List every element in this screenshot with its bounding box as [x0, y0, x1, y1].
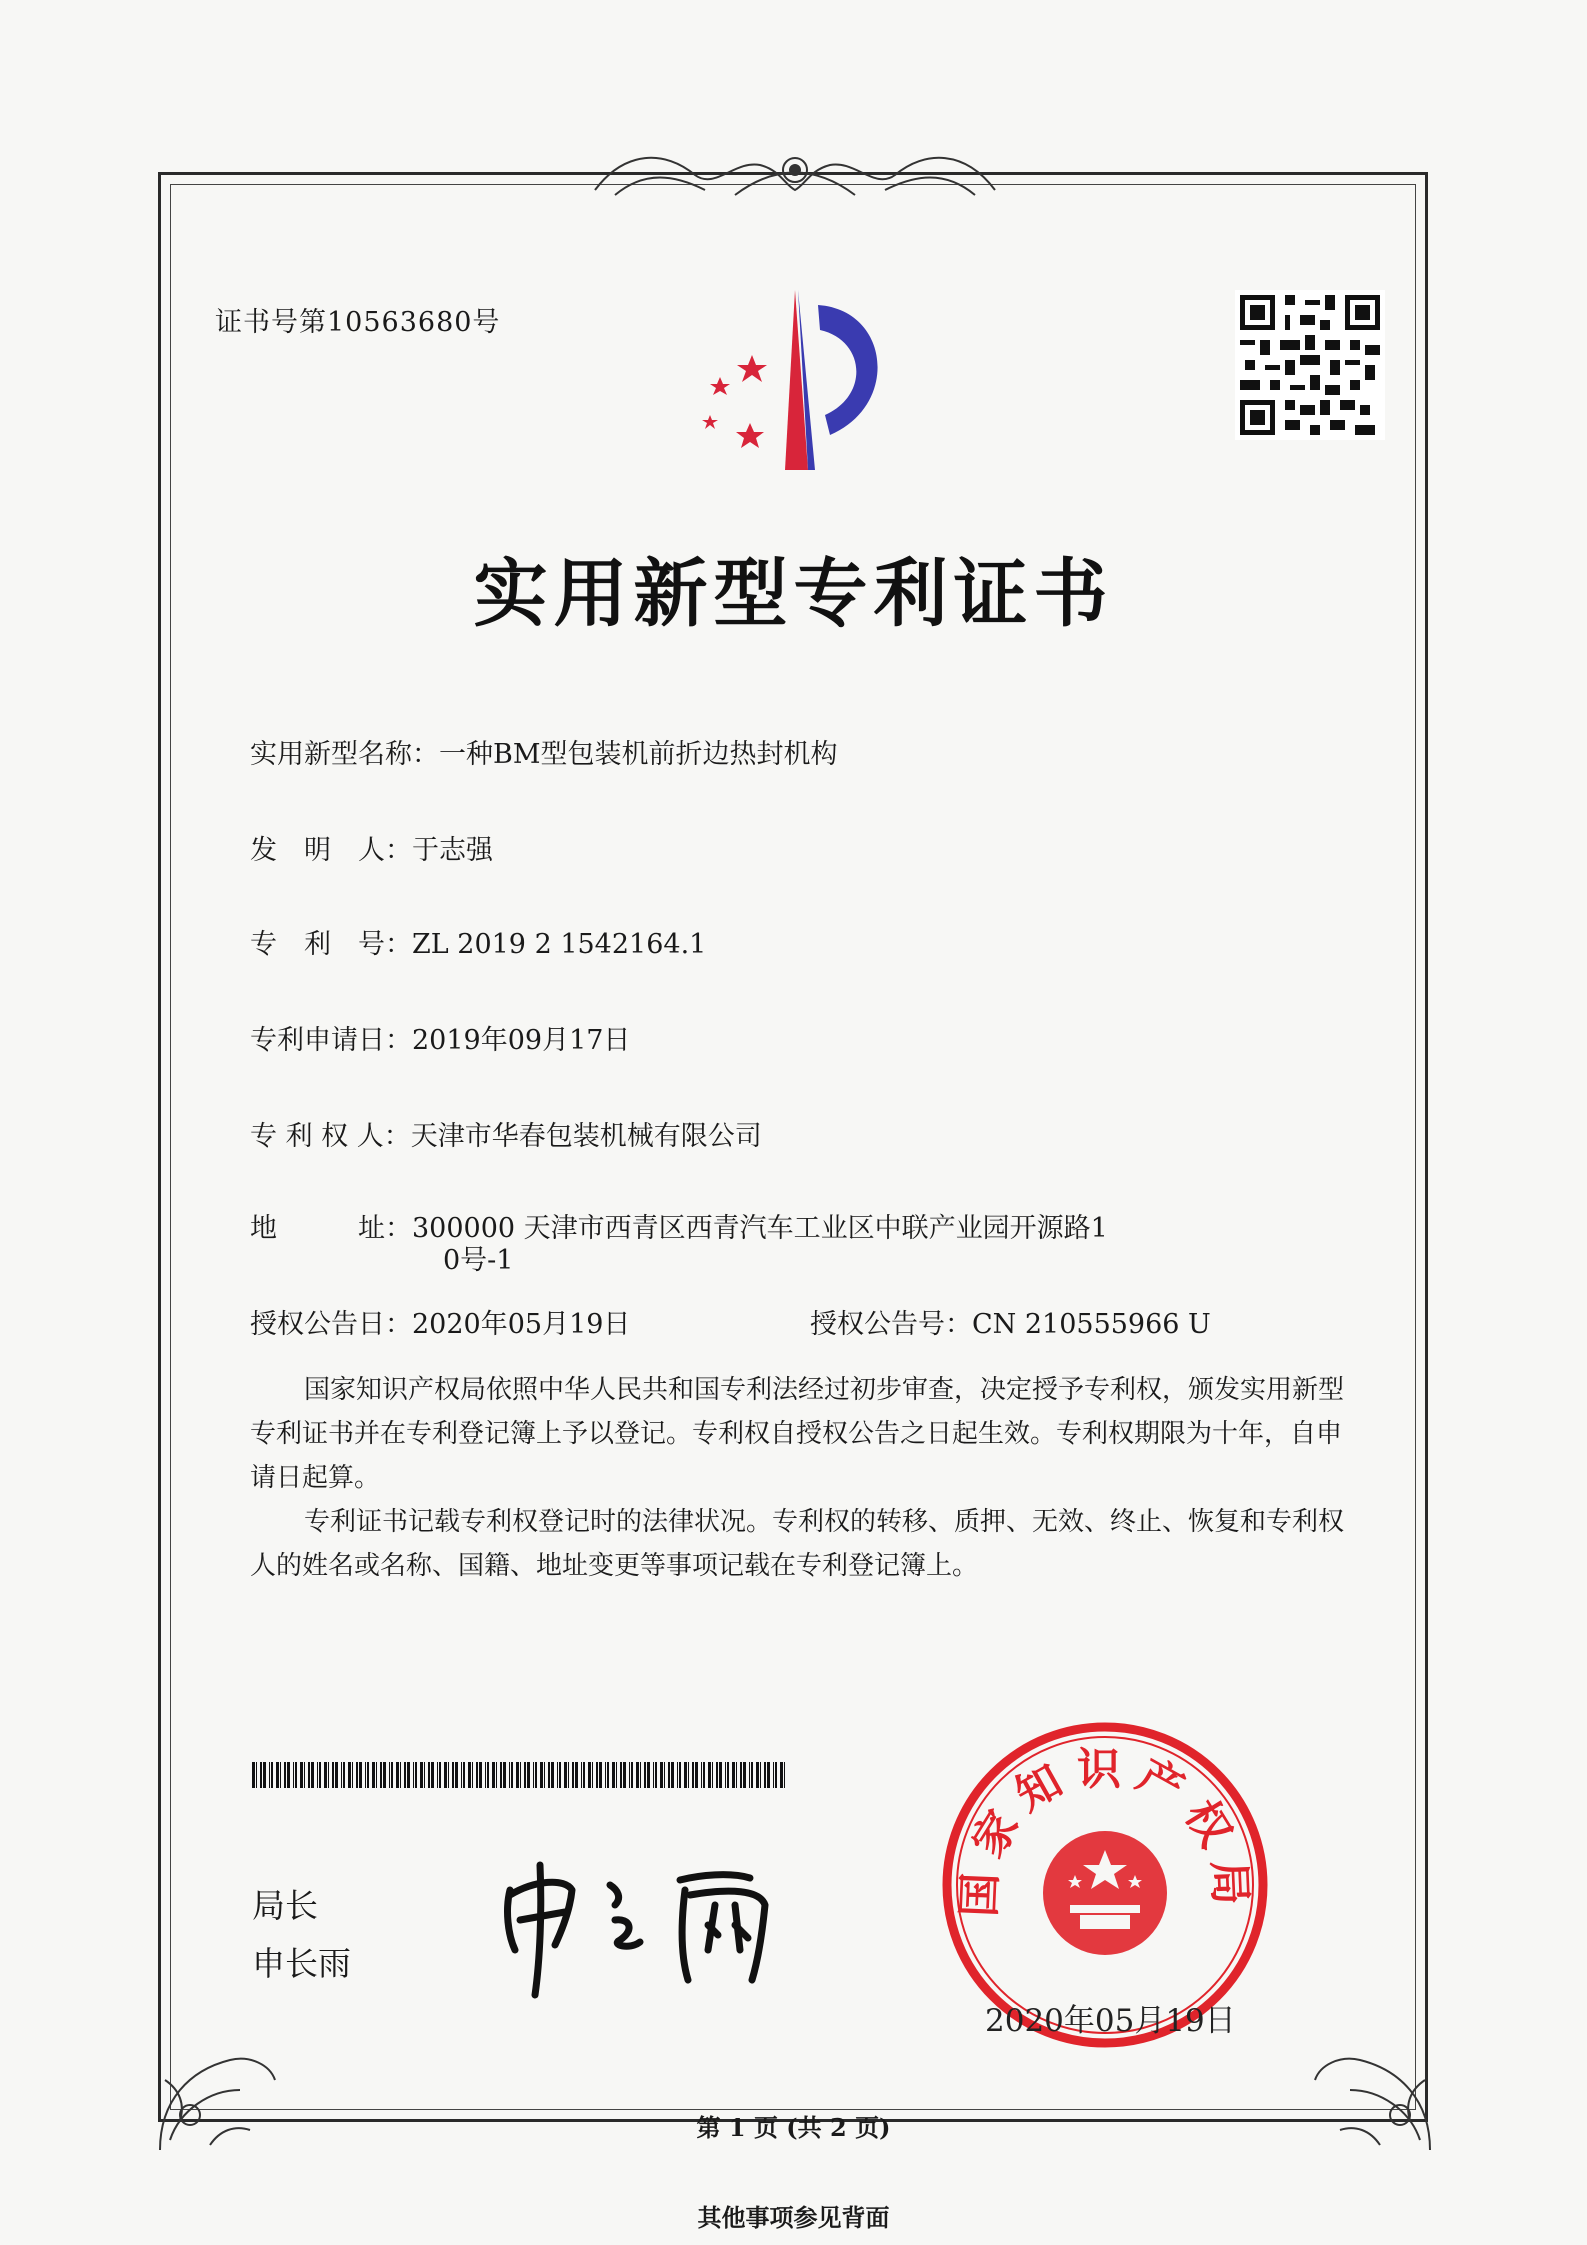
field-model-name: [250, 732, 838, 771]
legal-text: [250, 1368, 1350, 1588]
seal-date: 2020年05月19日: [985, 2003, 1236, 2039]
application-date-value: 2019年09月17日: [412, 1025, 631, 1056]
field-address: [250, 1206, 1108, 1245]
address-value-line2: 0号-1: [443, 1245, 514, 1276]
field-patent-number: [250, 922, 706, 961]
field-patentee: [250, 1114, 762, 1153]
cnipa-logo-icon: [690, 285, 930, 475]
patent-number-value: ZL 2019 2 1542164.1: [412, 929, 707, 960]
field-application-date: [250, 1018, 630, 1057]
top-ornament-icon: [585, 140, 1005, 210]
field-grant-date: [250, 1302, 630, 1341]
signatory-title: 局长: [252, 1886, 318, 1925]
model-name-label: 实用新型名称：: [250, 739, 439, 770]
address-value-line1: 300000 天津市西青区西青汽车工业区中联产业园开源路1: [412, 1213, 1108, 1244]
inventor-label: 发 明 人：: [250, 835, 412, 866]
field-grant-number: [810, 1302, 1211, 1341]
patent-number-label: 专 利 号：: [250, 929, 412, 960]
grant-number-value: CN 210555966 U: [972, 1309, 1211, 1340]
patentee-label: 专 利 权 人：: [250, 1121, 411, 1152]
grant-date-label: 授权公告日：: [250, 1309, 412, 1340]
handwritten-signature-icon: [490, 1850, 830, 2000]
svg-text:国家知识产权局: 国家知识产权局: [953, 1744, 1257, 1918]
certificate-number: 证书号第10563680号: [215, 307, 501, 338]
patentee-value: 天津市华春包装机械有限公司: [410, 1121, 762, 1152]
legal-paragraph-1: 国家知识产权局依照中华人民共和国专利法经过初步审查，决定授予专利权，颁发实用新型专利证书并在专利登记簿上予以登记。专利权自授权公告之日起生效。专利权期限为十年，自申请日起算。: [250, 1375, 1345, 1493]
inventor-value: 于志强: [412, 835, 493, 866]
qr-code-icon: [1235, 290, 1385, 440]
legal-paragraph-2: 专利证书记载专利权登记时的法律状况。专利权的转移、质押、无效、终止、恢复和专利权人的姓名或名称、国籍、地址变更等事项记载在专利登记簿上。: [250, 1507, 1345, 1581]
signatory-name: 申长雨: [252, 1944, 351, 1983]
grant-number-label: 授权公告号：: [810, 1309, 972, 1340]
certificate-title: 实用新型专利证书: [473, 551, 1114, 637]
grant-date-value: 2020年05月19日: [412, 1309, 631, 1340]
field-inventor: [250, 828, 493, 867]
application-date-label: 专利申请日：: [250, 1025, 412, 1056]
barcode-icon: [252, 1762, 792, 1788]
address-label: 地 址：: [250, 1213, 412, 1244]
footer-note: 其他事项参见背面: [697, 2203, 890, 2232]
model-name-value: 一种BM型包装机前折边热封机构: [439, 739, 838, 770]
page-indicator: 第 1 页 (共 2 页): [696, 2113, 891, 2142]
